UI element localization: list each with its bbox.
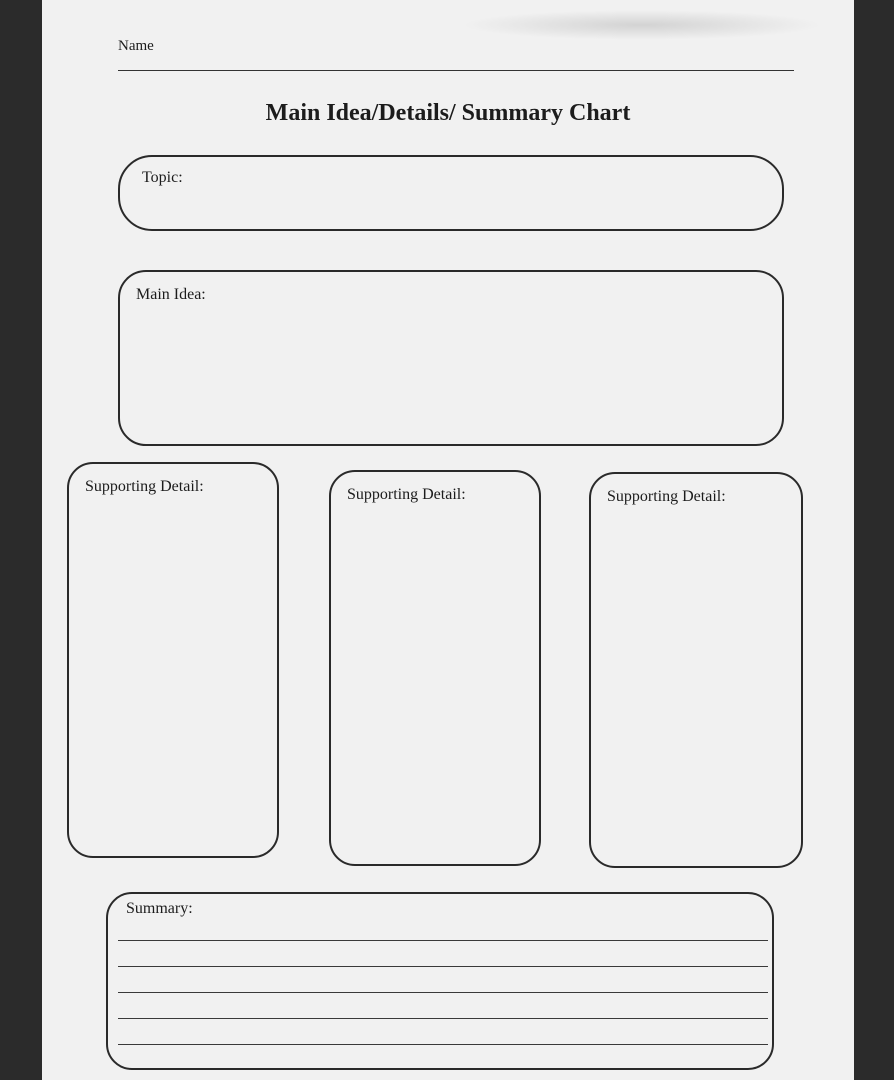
- supporting-detail-label: Supporting Detail:: [85, 478, 204, 495]
- summary-line: [118, 1044, 768, 1045]
- worksheet-title: Main Idea/Details/ Summary Chart: [265, 100, 631, 126]
- summary-box: [106, 892, 774, 1070]
- main-idea-box: [118, 270, 784, 446]
- supporting-detail-box-2: [329, 470, 541, 866]
- topic-box: [118, 155, 784, 231]
- supporting-detail-label: Supporting Detail:: [347, 486, 466, 503]
- summary-line: [118, 992, 768, 993]
- supporting-detail-box-1: [67, 462, 279, 858]
- name-label: Name: [118, 38, 154, 54]
- summary-line: [118, 940, 768, 941]
- summary-line: [118, 1018, 768, 1019]
- main-idea-label: Main Idea:: [136, 286, 206, 303]
- summary-line: [118, 966, 768, 967]
- topic-label: Topic:: [142, 169, 183, 186]
- supporting-detail-box-3: [589, 472, 803, 868]
- summary-label: Summary:: [126, 900, 193, 917]
- worksheet-page: [42, 0, 854, 1080]
- supporting-detail-label: Supporting Detail:: [607, 488, 726, 505]
- name-line: [118, 70, 794, 71]
